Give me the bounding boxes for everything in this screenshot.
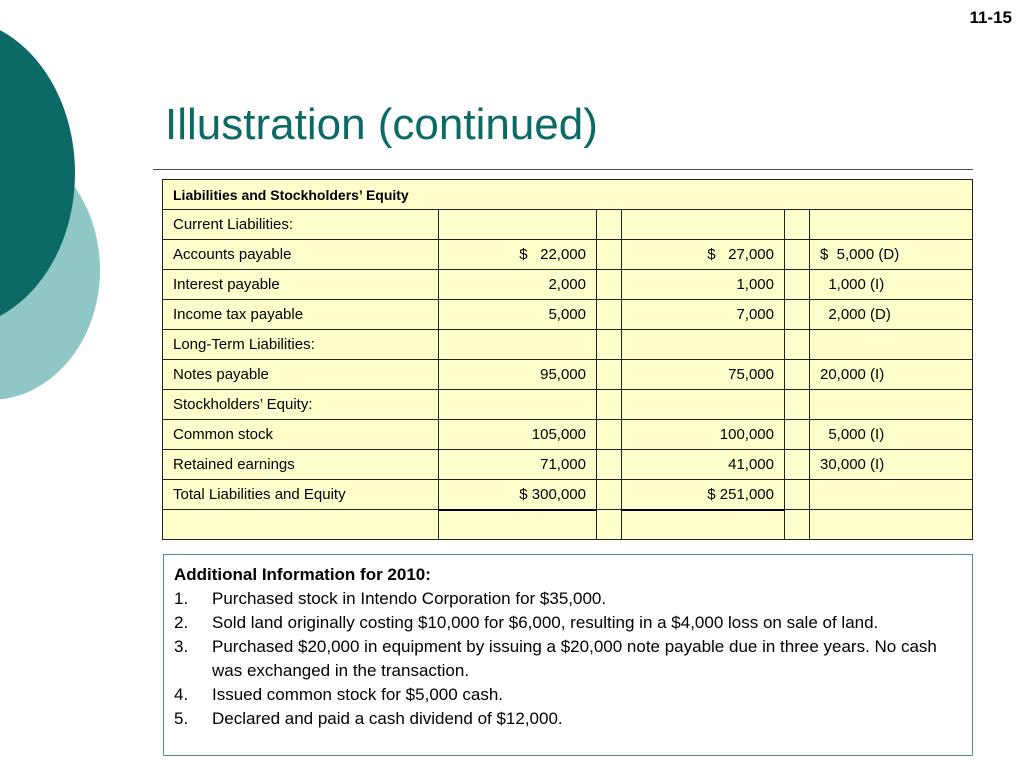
value-2010: 2,000 xyxy=(439,270,597,300)
row-label: Current Liabilities: xyxy=(163,210,439,240)
spacer-cell xyxy=(597,240,622,270)
spacer-cell xyxy=(785,480,810,510)
info-heading: Additional Information for 2010: xyxy=(174,565,431,584)
spacer-cell xyxy=(597,360,622,390)
info-item xyxy=(174,635,962,683)
row-label: Notes payable xyxy=(163,360,439,390)
row-label: Total Liabilities and Equity xyxy=(163,480,439,510)
table-row xyxy=(163,360,973,390)
table-row xyxy=(163,420,973,450)
slide-number: 11-15 xyxy=(969,8,1012,27)
info-item-number: 4. xyxy=(174,685,189,704)
spacer-cell xyxy=(597,330,622,360)
spacer-cell xyxy=(597,270,622,300)
value-2010: $ 22,000 xyxy=(439,240,597,270)
value-2009 xyxy=(622,210,785,240)
value-2009: 7,000 xyxy=(622,300,785,330)
spacer-cell xyxy=(785,300,810,330)
info-item-number: 1. xyxy=(174,589,189,608)
value-2009: 100,000 xyxy=(622,420,785,450)
info-item xyxy=(174,587,962,611)
spacer-cell xyxy=(785,270,810,300)
info-item xyxy=(174,611,962,635)
row-label: Interest payable xyxy=(163,270,439,300)
spacer-cell xyxy=(785,240,810,270)
row-label: Retained earnings xyxy=(163,450,439,480)
change-value: $ 5,000 (D) xyxy=(810,240,973,270)
spacer-cell xyxy=(785,510,810,540)
value-2010 xyxy=(439,330,597,360)
info-item-text: Issued common stock for $5,000 cash. xyxy=(212,685,504,704)
info-item-text: Sold land originally costing $10,000 for $6,000, resulting in a $4,000 loss on sale of land. xyxy=(212,613,879,632)
spacer-cell xyxy=(597,210,622,240)
info-item-text: Purchased stock in Intendo Corporation for $35,000. xyxy=(212,589,607,608)
table-header: Liabilities and Stockholders’ Equity xyxy=(163,180,973,210)
value-2010: 95,000 xyxy=(439,360,597,390)
row-label: Accounts payable xyxy=(163,240,439,270)
spacer-cell xyxy=(785,360,810,390)
table-header-row xyxy=(163,180,973,210)
value-2010: 71,000 xyxy=(439,450,597,480)
change-value xyxy=(810,390,973,420)
liabilities-equity-table xyxy=(162,179,973,540)
value-2009: $ 251,000 xyxy=(622,480,785,510)
change-value: 20,000 (I) xyxy=(810,360,973,390)
table-row xyxy=(163,240,973,270)
value-2009: $ 27,000 xyxy=(622,240,785,270)
info-item-number: 5. xyxy=(174,709,189,728)
slide-title: Illustration (continued) xyxy=(165,100,598,149)
additional-info-box xyxy=(163,554,973,756)
info-item-text: Purchased $20,000 in equipment by issuing a $20,000 note payable due in three years. No cash was exchanged in the transaction. xyxy=(212,637,937,680)
table-row xyxy=(163,450,973,480)
value-2010: $ 300,000 xyxy=(439,480,597,510)
change-value: 2,000 (D) xyxy=(810,300,973,330)
table-row xyxy=(163,210,973,240)
row-label: Long-Term Liabilities: xyxy=(163,330,439,360)
row-label: Income tax payable xyxy=(163,300,439,330)
value-2009: 75,000 xyxy=(622,360,785,390)
spacer-cell xyxy=(597,510,622,540)
spacer-cell xyxy=(785,450,810,480)
table-row xyxy=(163,510,973,540)
change-value: 1,000 (I) xyxy=(810,270,973,300)
value-2009 xyxy=(622,390,785,420)
row-label xyxy=(163,510,439,540)
spacer-cell xyxy=(597,300,622,330)
table-row xyxy=(163,300,973,330)
title-divider xyxy=(153,169,973,170)
row-label: Common stock xyxy=(163,420,439,450)
change-value xyxy=(810,480,973,510)
spacer-cell xyxy=(785,420,810,450)
change-value xyxy=(810,510,973,540)
change-value xyxy=(810,210,973,240)
row-label: Stockholders’ Equity: xyxy=(163,390,439,420)
info-item xyxy=(174,707,962,731)
spacer-cell xyxy=(597,420,622,450)
value-2009: 1,000 xyxy=(622,270,785,300)
info-item-text: Declared and paid a cash dividend of $12,000. xyxy=(212,709,563,728)
value-2010 xyxy=(439,390,597,420)
value-2009 xyxy=(622,330,785,360)
table-row xyxy=(163,480,973,510)
change-value: 30,000 (I) xyxy=(810,450,973,480)
value-2010: 105,000 xyxy=(439,420,597,450)
spacer-cell xyxy=(785,390,810,420)
table-row xyxy=(163,390,973,420)
spacer-cell xyxy=(785,210,810,240)
spacer-cell xyxy=(597,480,622,510)
value-2010 xyxy=(439,510,597,540)
value-2009 xyxy=(622,510,785,540)
info-item xyxy=(174,683,962,707)
table-row xyxy=(163,270,973,300)
table-row xyxy=(163,330,973,360)
value-2010 xyxy=(439,210,597,240)
info-list xyxy=(174,587,962,731)
value-2010: 5,000 xyxy=(439,300,597,330)
spacer-cell xyxy=(785,330,810,360)
change-value xyxy=(810,330,973,360)
value-2009: 41,000 xyxy=(622,450,785,480)
info-item-number: 3. xyxy=(174,637,189,656)
info-item-number: 2. xyxy=(174,613,189,632)
change-value: 5,000 (I) xyxy=(810,420,973,450)
spacer-cell xyxy=(597,450,622,480)
spacer-cell xyxy=(597,390,622,420)
